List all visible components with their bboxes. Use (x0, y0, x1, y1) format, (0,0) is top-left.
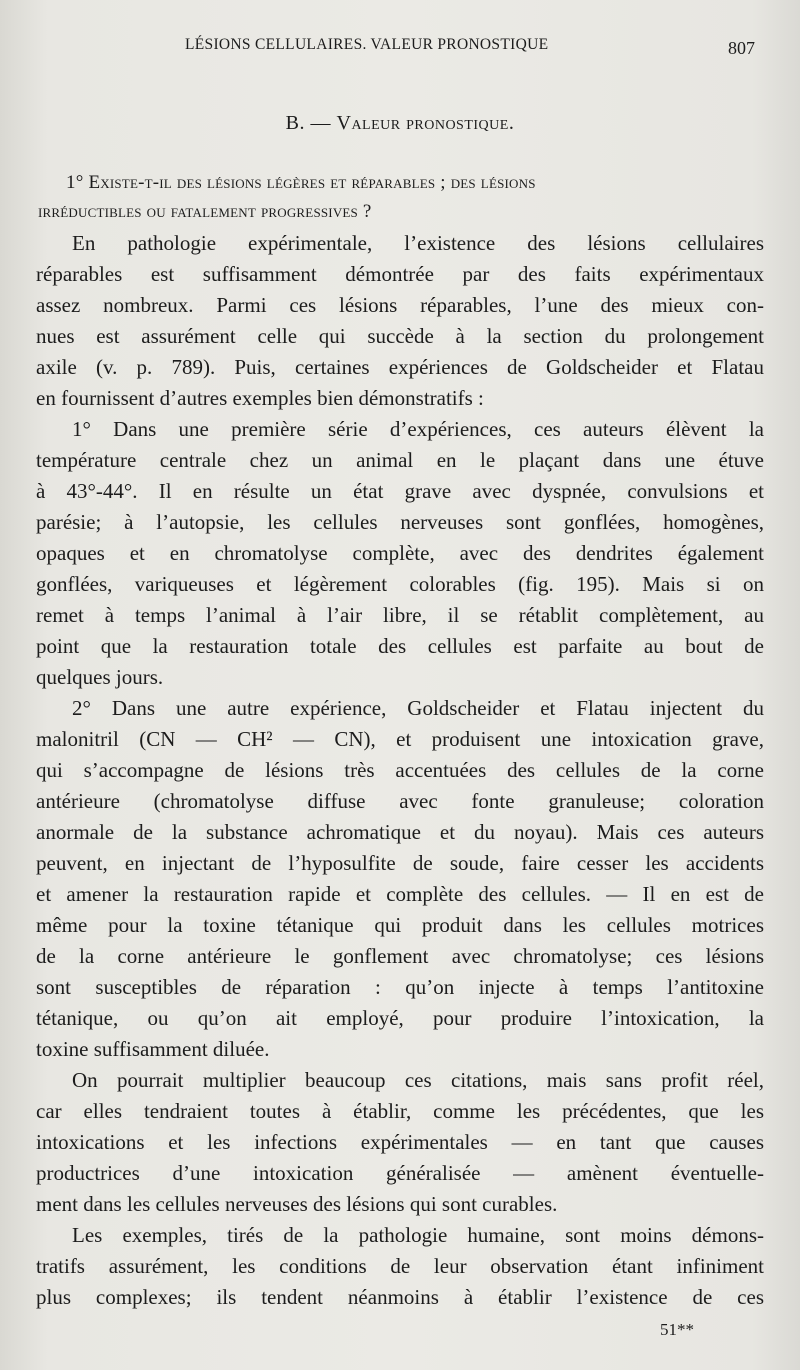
text-line: assez nombreux. Parmi ces lésions réparables, l’une des mieux con- (36, 293, 764, 317)
text-line: tétanique, ou qu’on ait employé, pour produire l’intoxication, la (36, 1006, 764, 1030)
text-line: car elles tendraient toutes à établir, comme les précédentes, que les (36, 1099, 764, 1123)
text-line: axile (v. p. 789). Puis, certaines expériences de Goldscheider et Flatau (36, 355, 764, 379)
text-line: gonflées, variqueuses et légèrement colorables (fig. 195). Mais si on (36, 572, 764, 596)
text-line: parésie; à l’autopsie, les cellules nerveuses sont gonflées, homogènes, (36, 510, 764, 534)
text-line: de la corne antérieure le gonflement avec chromatolyse; ces lésions (36, 944, 764, 968)
section-title-text: Valeur pronostique. (336, 112, 515, 134)
text-line: en fournissent d’autres exemples bien démonstratifs : (36, 386, 484, 410)
subheading-line: irréductibles ou fatalement progressives ? (38, 201, 372, 222)
text-line: point que la restauration totale des cellules est parfaite au bout de (36, 634, 764, 658)
page-number: 807 (728, 38, 755, 58)
text-line: tratifs assurément, les conditions de leur observation étant infiniment (36, 1254, 764, 1278)
text-line: opaques et en chromatolyse complète, avec des dendrites également (36, 541, 764, 565)
text-line: On pourrait multiplier beaucoup ces citations, mais sans profit réel, (72, 1068, 764, 1092)
text-line: toxine suffisamment diluée. (36, 1037, 270, 1061)
printer-signature: 51** (660, 1320, 694, 1339)
text-line: intoxications et les infections expérimentales — en tant que causes (36, 1130, 764, 1154)
section-title-prefix: B. — (285, 112, 331, 134)
text-line: peuvent, en injectant de l’hyposulfite de soude, faire cesser les accidents (36, 851, 764, 875)
text-line: réparables est suffisamment démontrée par des faits expérimentaux (36, 262, 764, 286)
text-line: à 43°-44°. Il en résulte un état grave avec dyspnée, convulsions et (36, 479, 764, 503)
running-head (40, 36, 755, 60)
text-line: Les exemples, tirés de la pathologie humaine, sont moins démons- (72, 1223, 764, 1247)
body-text (36, 228, 764, 1313)
subheading-line: 1° Existe-t-il des lésions légères et réparables ; des lésions (66, 172, 536, 193)
text-line: qui s’accompagne de lésions très accentuées des cellules de la corne (36, 758, 764, 782)
running-title: LÉSIONS CELLULAIRES. VALEUR PRONOSTIQUE (185, 36, 549, 53)
text-line: température centrale chez un animal en le plaçant dans une étuve (36, 448, 764, 472)
text-line: sont susceptibles de réparation : qu’on injecte à temps l’antitoxine (36, 975, 764, 999)
text-line: et amener la restauration rapide et complète des cellules. — Il en est de (36, 882, 764, 906)
text-line: antérieure (chromatolyse diffuse avec fonte granuleuse; coloration (36, 789, 764, 813)
text-line: En pathologie expérimentale, l’existence des lésions cellulaires (72, 231, 764, 255)
text-line: 2° Dans une autre expérience, Goldscheider et Flatau injectent du (72, 696, 764, 720)
subheading (38, 168, 762, 226)
text-line: quelques jours. (36, 665, 164, 689)
text-line: plus complexes; ils tendent néanmoins à établir l’existence de ces (36, 1285, 764, 1309)
text-line: remet à temps l’animal à l’air libre, il se rétablit complètement, au (36, 603, 764, 627)
text-line: productrices d’une intoxication généralisée — amènent éventuelle- (36, 1161, 764, 1185)
text-line: malonitril (CN — CH² — CN), et produisent une intoxication grave, (36, 727, 764, 751)
section-title (0, 112, 800, 135)
text-line: ment dans les cellules nerveuses des lésions qui sont curables. (36, 1192, 558, 1216)
text-line: nues est assurément celle qui succède à la section du prolongement (36, 324, 764, 348)
text-line: 1° Dans une première série d’expériences, ces auteurs élèvent la (72, 417, 764, 441)
text-line: anormale de la substance achromatique et du noyau). Mais ces auteurs (36, 820, 764, 844)
text-line: même pour la toxine tétanique qui produit dans les cellules motrices (36, 913, 764, 937)
